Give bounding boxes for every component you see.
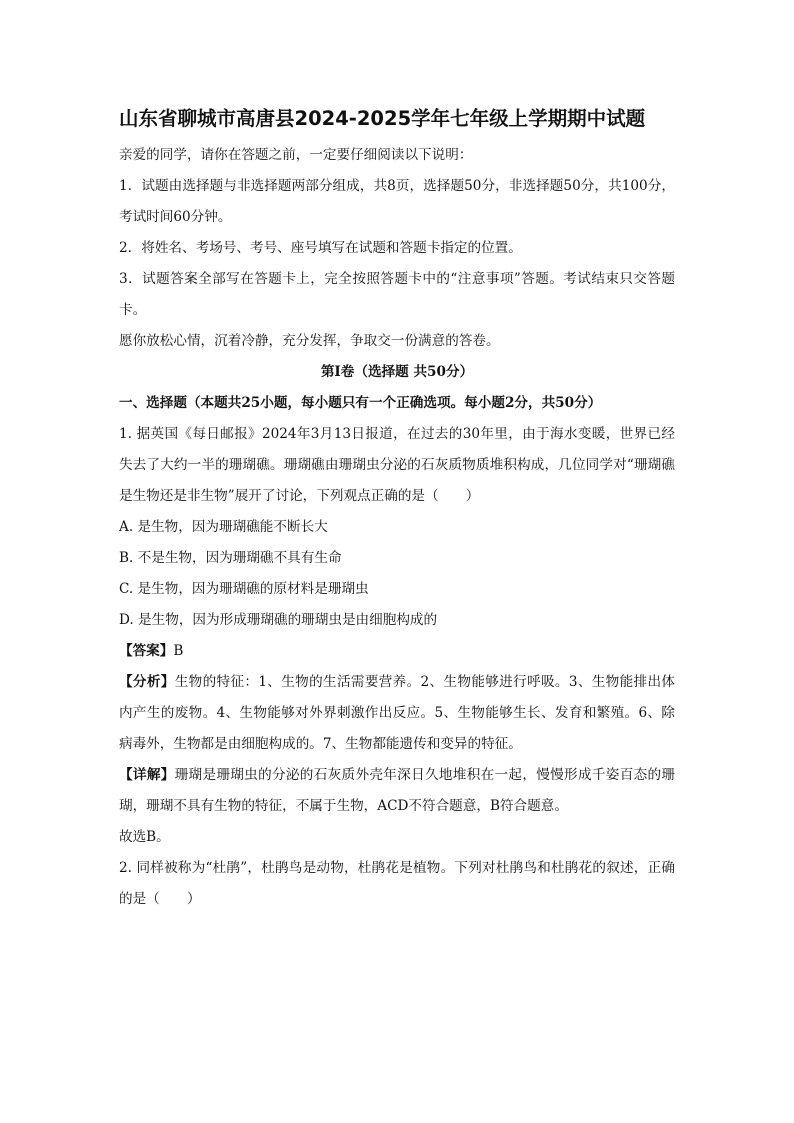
answer-value: B bbox=[173, 643, 184, 659]
question-1-option-b: B. 不是生物，因为珊瑚礁不具有生命 bbox=[119, 550, 342, 566]
exam-page bbox=[119, 100, 675, 915]
answer-line bbox=[119, 636, 675, 667]
analysis-text: 生物的特征：1、生物的生活需要营养。2、生物能够进行呼吸。3、生物能排出体内产生的废物。4、生物能够对外界刺激作出反应。5、生物能够生长、发育和繁殖。6、除病毒外，生物都是由细胞构成的。7、生物都能遗传和变异的特征。 bbox=[119, 674, 676, 752]
question-1-option-a: A. 是生物，因为珊瑚礁能不断长大 bbox=[119, 519, 328, 535]
part-heading: 一、选择题（本题共25小题，每小题只有一个正确选项。每小题2分，共50分） bbox=[119, 395, 602, 411]
note-1: 1．试题由选择题与非选择题两部分组成，共8页，选择题50分，非选择题50分，共100分，考试时间60分钟。 bbox=[119, 178, 675, 225]
detail-text: 珊瑚是珊瑚虫的分泌的石灰质外壳年深日久地堆积在一起，慢慢形成千姿百态的珊瑚，珊瑚不具有生物的特征，不属于生物，ACD不符合题意，B符合题意。 bbox=[119, 767, 676, 814]
detail-paragraph bbox=[119, 760, 675, 822]
wish-text: 愿你放松心情，沉着冷静，充分发挥，争取交一份满意的答卷。 bbox=[119, 333, 500, 349]
conclusion-text: 故选B。 bbox=[119, 829, 170, 845]
answer-tag: 【答案】 bbox=[119, 643, 174, 659]
note-3: 3．试题答案全部写在答题卡上，完全按照答题卡中的“注意事项”答题。考试结束只交答题卡。 bbox=[119, 271, 675, 318]
page-title: 山东省聊城市高唐县2024-2025学年七年级上学期期中试题 bbox=[119, 107, 646, 130]
section-title: 第Ⅰ卷（选择题 共50分） bbox=[320, 364, 474, 380]
analysis-paragraph bbox=[119, 667, 675, 760]
question-1-option-d: D. 是生物，因为形成珊瑚礁的珊瑚虫是由细胞构成的 bbox=[119, 612, 438, 628]
intro-text: 亲爱的同学，请你在答题之前，一定要仔细阅读以下说明： bbox=[119, 147, 473, 163]
question-1-option-c: C. 是生物，因为珊瑚礁的原材料是珊瑚虫 bbox=[119, 581, 369, 597]
detail-tag: 【详解】 bbox=[119, 767, 175, 783]
question-2-stem: 2. 同样被称为“杜鹃”，杜鹃鸟是动物，杜鹃花是植物。下列对杜鹃鸟和杜鹃花的叙述，正确的是（ ） bbox=[119, 860, 675, 907]
analysis-tag: 【分析】 bbox=[119, 674, 175, 690]
question-1-stem: 1. 据英国《每日邮报》2024年3月13日报道，在过去的30年里，由于海水变暖，世界已经失去了大约一半的珊瑚礁。珊瑚礁由珊瑚虫分泌的石灰质物质堆积构成，几位同学对“珊瑚礁是生物还是非生物”展开了讨论，下列观点正确的是（ ） bbox=[119, 426, 675, 504]
note-2: 2．将姓名、考场号、考号、座号填写在试题和答题卡指定的位置。 bbox=[119, 240, 522, 256]
